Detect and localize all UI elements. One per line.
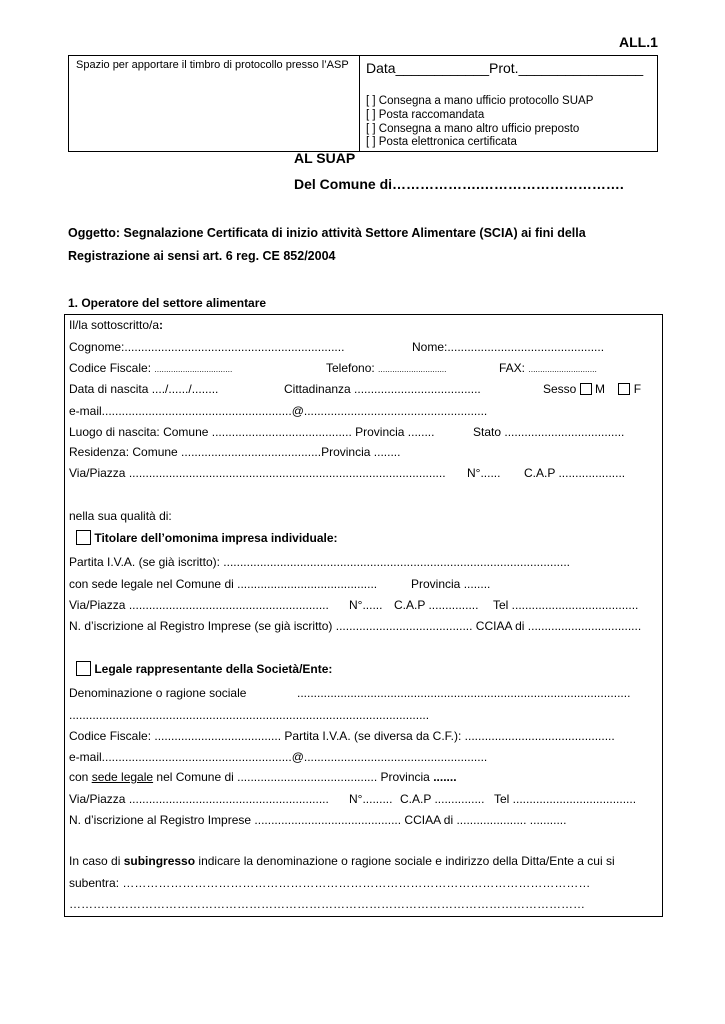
legale-codice-fiscale-field[interactable]: Codice Fiscale: ...................................... Partita I.V.A. (se diversa da C.F.): ............................................. [69, 729, 615, 743]
subentra-field-cont[interactable]: ………………………………………………………………………………………………………………… [69, 897, 585, 911]
option-pec[interactable]: [ ] Posta elettronica certificata [366, 136, 517, 148]
sesso-m-checkbox[interactable] [580, 383, 592, 395]
titolare-numero-field[interactable]: N°...... [349, 598, 383, 612]
option-altro-ufficio[interactable]: [ ] Consegna a mano altro ufficio preposto [366, 123, 580, 135]
recipient-suap: AL SUAP [294, 150, 356, 166]
section-title: 1. Operatore del settore alimentare [68, 296, 267, 310]
sesso-f-checkbox[interactable] [618, 383, 630, 395]
legale-cap-field[interactable]: C.A.P ............... [400, 792, 485, 806]
sottoscritto-label: Il/la sottoscritto/a: [69, 318, 164, 332]
subentra-field[interactable]: subentra: ……………………………………………………………………………………………………… [69, 876, 591, 890]
attachment-label: ALL.1 [619, 34, 658, 50]
residenza-field[interactable]: Residenza: Comune ..........................................Provincia ........ [69, 445, 401, 459]
option-consegna-suap[interactable]: [ ] Consegna a mano ufficio protocollo SUAP [366, 95, 594, 107]
legale-checkbox[interactable] [76, 661, 91, 676]
legale-sede-field[interactable]: con sede legale nel Comune di .......................................... Provincia ....... [69, 770, 457, 784]
titolare-tel-field[interactable]: Tel ...................................... [493, 598, 639, 612]
legale-denominazione-label: Denominazione o ragione sociale [69, 686, 247, 700]
legale-registro-field[interactable]: N. d’iscrizione al Registro Imprese ............................................ CCIAA di ..................... ........... [69, 813, 567, 827]
legale-denominazione-cont[interactable]: ............................................................................................................ [69, 708, 430, 722]
legale-numero-field[interactable]: N°......... [349, 792, 393, 806]
subject-line-2: Registrazione ai sensi art. 6 reg. CE 852/2004 [68, 249, 336, 263]
protocol-divider [359, 56, 360, 151]
stamp-space-label: Spazio per apportare il timbro di protocollo presso l’ASP [76, 59, 349, 71]
fax-field[interactable]: FAX: ............................. [499, 361, 597, 375]
titolare-checkbox[interactable] [76, 530, 91, 545]
titolare-sede-field[interactable]: con sede legale nel Comune di .......................................... [69, 577, 378, 591]
option-raccomandata[interactable]: [ ] Posta raccomandata [366, 109, 485, 121]
legale-email-field[interactable]: e-mail.........................................................@....................................................... [69, 750, 488, 764]
legale-option[interactable] [76, 661, 332, 676]
telefono-field[interactable]: Telefono: ............................. [326, 361, 447, 375]
luogo-nascita-field[interactable]: Luogo di nascita: Comune .......................................... Provincia ........ [69, 425, 435, 439]
recipient-comune: Del Comune di……………….…………………………. [294, 176, 624, 192]
data-prot-line: Data____________Prot.________________ [366, 60, 644, 76]
titolare-cap-field[interactable]: C.A.P ............... [394, 598, 479, 612]
titolare-option[interactable] [76, 530, 338, 545]
sesso-label: Sesso [543, 382, 577, 396]
sesso-f-label: F [633, 382, 642, 396]
cap-field[interactable]: C.A.P .................... [524, 466, 626, 480]
subject-line-1: Oggetto: Segnalazione Certificata di inizio attività Settore Alimentare (SCIA) ai fini della [68, 226, 586, 240]
email-field[interactable]: e-mail.........................................................@....................................................... [69, 404, 488, 418]
numero-civico-field[interactable]: N°...... [467, 466, 501, 480]
legale-denominazione-field[interactable]: .................................................................................................... [297, 686, 631, 700]
sesso-m-label: M [595, 382, 606, 396]
legale-via-field[interactable]: Via/Piazza ............................................................ [69, 792, 329, 806]
titolare-partita-iva-field[interactable]: Partita I.V.A. (se già iscritto): ........................................................................................................ [69, 555, 571, 569]
via-piazza-field[interactable]: Via/Piazza ............................................................................................... [69, 466, 446, 480]
data-nascita-field[interactable]: Data di nascita ..../....../........ [69, 382, 219, 396]
titolare-title: Titolare dell’omonima impresa individuale: [94, 531, 338, 545]
subingresso-instruction: In caso di subingresso indicare la denominazione o ragione sociale e indirizzo della Ditta/Ente a cui si [69, 854, 615, 868]
qualita-label: nella sua qualità di: [69, 509, 172, 523]
legale-title: Legale rappresentante della Società/Ente: [94, 662, 333, 676]
legale-tel-field[interactable]: Tel ..................................... [494, 792, 637, 806]
codice-fiscale-field[interactable]: Codice Fiscale: ................................. [69, 361, 233, 375]
cognome-field[interactable]: Cognome:.................................................................. [69, 340, 345, 354]
cittadinanza-field[interactable]: Cittadinanza ...................................... [284, 382, 481, 396]
titolare-provincia-field[interactable]: Provincia ........ [411, 577, 491, 591]
sesso-field [543, 382, 641, 396]
titolare-via-field[interactable]: Via/Piazza ............................................................ [69, 598, 329, 612]
nome-field[interactable]: Nome:............................................... [412, 340, 605, 354]
titolare-registro-field[interactable]: N. d’iscrizione al Registro Imprese (se già iscritto) ......................................... CCIAA di .................................. [69, 619, 642, 633]
stato-field[interactable]: Stato .................................... [473, 425, 625, 439]
